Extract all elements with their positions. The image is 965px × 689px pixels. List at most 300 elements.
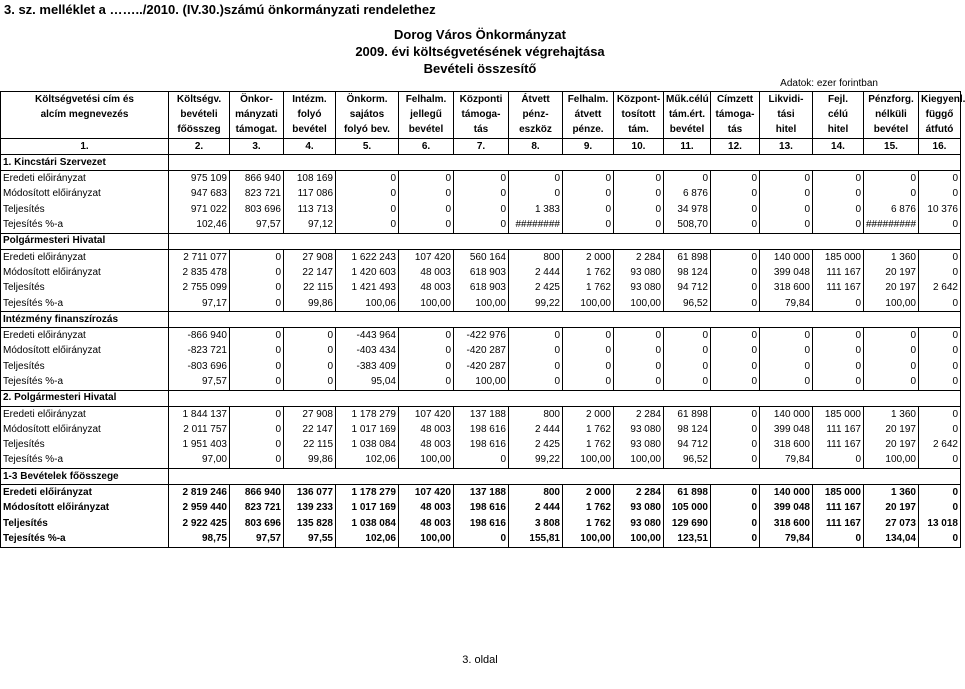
empty-cell bbox=[614, 155, 664, 171]
value-cell: 100,00 bbox=[399, 453, 454, 469]
value-cell: 96,52 bbox=[664, 453, 711, 469]
header-cell: nélküli bbox=[864, 107, 919, 122]
column-number: 2. bbox=[169, 138, 230, 154]
header-cell: folyó bbox=[284, 107, 336, 122]
value-cell: 0 bbox=[399, 202, 454, 217]
value-cell: 94 712 bbox=[664, 438, 711, 453]
header-cell: tám. bbox=[614, 123, 664, 139]
header-cell: főösszeg bbox=[169, 123, 230, 139]
value-cell: 0 bbox=[813, 344, 864, 359]
empty-cell bbox=[760, 469, 813, 485]
value-cell: 0 bbox=[509, 328, 563, 344]
value-cell: 0 bbox=[711, 406, 760, 422]
value-cell: 129 690 bbox=[664, 516, 711, 531]
value-cell: 0 bbox=[230, 374, 284, 390]
empty-cell bbox=[509, 469, 563, 485]
header-cell: pénze. bbox=[563, 123, 614, 139]
column-number: 7. bbox=[454, 138, 509, 154]
table-row bbox=[1, 422, 961, 437]
value-cell: 318 600 bbox=[760, 438, 813, 453]
empty-cell bbox=[509, 312, 563, 328]
value-cell: 2 284 bbox=[614, 249, 664, 265]
value-cell: 0 bbox=[711, 202, 760, 217]
value-cell: 508,70 bbox=[664, 217, 711, 233]
value-cell: 97,57 bbox=[230, 217, 284, 233]
value-cell: 99,22 bbox=[509, 453, 563, 469]
header-cell: Önkor- bbox=[230, 92, 284, 108]
empty-cell bbox=[813, 469, 864, 485]
value-cell: 27 908 bbox=[284, 249, 336, 265]
row-label: Tejesítés %-a bbox=[1, 217, 169, 233]
value-cell: 2 284 bbox=[614, 485, 664, 501]
column-number: 16. bbox=[919, 138, 961, 154]
header-cell: bevétel bbox=[864, 123, 919, 139]
value-cell: ######### bbox=[864, 217, 919, 233]
value-cell: 2 444 bbox=[509, 265, 563, 280]
value-cell: 0 bbox=[813, 187, 864, 202]
value-cell: 48 003 bbox=[399, 265, 454, 280]
value-cell: 1 762 bbox=[563, 516, 614, 531]
header-cell: bevételi bbox=[169, 107, 230, 122]
value-cell: -803 696 bbox=[169, 359, 230, 374]
value-cell: 0 bbox=[919, 485, 961, 501]
table-row bbox=[1, 453, 961, 469]
column-number: 13. bbox=[760, 138, 813, 154]
value-cell: 93 080 bbox=[614, 281, 664, 296]
empty-cell bbox=[919, 233, 961, 249]
value-cell: 0 bbox=[230, 359, 284, 374]
value-cell: 2 711 077 bbox=[169, 249, 230, 265]
column-number: 12. bbox=[711, 138, 760, 154]
section-row bbox=[1, 469, 961, 485]
empty-cell bbox=[169, 469, 230, 485]
empty-cell bbox=[563, 312, 614, 328]
empty-cell bbox=[711, 312, 760, 328]
section-label: Polgármesteri Hivatal bbox=[1, 233, 169, 249]
value-cell: 0 bbox=[230, 328, 284, 344]
value-cell: 399 048 bbox=[760, 422, 813, 437]
section-row bbox=[1, 155, 961, 171]
table-row bbox=[1, 171, 961, 187]
value-cell: 0 bbox=[711, 359, 760, 374]
header-row bbox=[1, 92, 961, 108]
value-cell: 100,00 bbox=[864, 296, 919, 312]
value-cell: -420 287 bbox=[454, 359, 509, 374]
value-cell: 0 bbox=[664, 359, 711, 374]
value-cell: -422 976 bbox=[454, 328, 509, 344]
value-cell: 0 bbox=[399, 359, 454, 374]
value-cell: 0 bbox=[230, 296, 284, 312]
value-cell: 2 755 099 bbox=[169, 281, 230, 296]
value-cell: 0 bbox=[230, 438, 284, 453]
empty-cell bbox=[864, 390, 919, 406]
empty-cell bbox=[919, 155, 961, 171]
empty-cell bbox=[614, 312, 664, 328]
report-title: Bevételi összesítő bbox=[423, 61, 537, 76]
value-cell: -383 409 bbox=[336, 359, 399, 374]
empty-cell bbox=[336, 155, 399, 171]
value-cell: 0 bbox=[919, 249, 961, 265]
document-title: 3. sz. melléklet a ……../2010. (IV.30.)számú önkormányzati rendelethez bbox=[4, 2, 436, 17]
section-label: Intézmény finanszírozás bbox=[1, 312, 169, 328]
value-cell: 135 828 bbox=[284, 516, 336, 531]
value-cell: 2 444 bbox=[509, 422, 563, 437]
table-row bbox=[1, 406, 961, 422]
row-label: Eredeti előirányzat bbox=[1, 406, 169, 422]
value-cell: 27 908 bbox=[284, 406, 336, 422]
value-cell: 0 bbox=[919, 344, 961, 359]
value-cell: 1 762 bbox=[563, 422, 614, 437]
value-cell: 97,57 bbox=[169, 374, 230, 390]
value-cell: 0 bbox=[864, 374, 919, 390]
value-cell: 22 115 bbox=[284, 281, 336, 296]
header-cell: tási bbox=[760, 107, 813, 122]
value-cell: 3 808 bbox=[509, 516, 563, 531]
row-label: Módosított előirányzat bbox=[1, 187, 169, 202]
value-cell: 10 376 bbox=[919, 202, 961, 217]
value-cell: 823 721 bbox=[230, 501, 284, 516]
table-row bbox=[1, 249, 961, 265]
header-cell-title: Költségvetési cím és bbox=[1, 92, 169, 108]
table-row bbox=[1, 187, 961, 202]
value-cell: 139 233 bbox=[284, 501, 336, 516]
value-cell: 13 018 bbox=[919, 516, 961, 531]
value-cell: 20 197 bbox=[864, 265, 919, 280]
value-cell: 0 bbox=[864, 187, 919, 202]
empty-cell bbox=[760, 312, 813, 328]
empty-cell bbox=[399, 155, 454, 171]
header-cell: támogat. bbox=[230, 123, 284, 139]
value-cell: 1 178 279 bbox=[336, 485, 399, 501]
value-cell: 2 011 757 bbox=[169, 422, 230, 437]
value-cell: 2 819 246 bbox=[169, 485, 230, 501]
value-cell: 0 bbox=[760, 187, 813, 202]
empty-cell bbox=[563, 469, 614, 485]
value-cell: 111 167 bbox=[813, 281, 864, 296]
value-cell: 0 bbox=[711, 344, 760, 359]
value-cell: 0 bbox=[230, 344, 284, 359]
header-cell: Likvidi- bbox=[760, 92, 813, 108]
value-cell: 94 712 bbox=[664, 281, 711, 296]
value-cell: 100,00 bbox=[454, 296, 509, 312]
value-cell: 0 bbox=[813, 374, 864, 390]
value-cell: 2 425 bbox=[509, 438, 563, 453]
empty-cell bbox=[813, 312, 864, 328]
empty-cell bbox=[509, 390, 563, 406]
header-cell: eszköz bbox=[509, 123, 563, 139]
empty-cell bbox=[509, 155, 563, 171]
empty-cell bbox=[454, 390, 509, 406]
column-number: 15. bbox=[864, 138, 919, 154]
value-cell: 0 bbox=[614, 359, 664, 374]
value-cell: 137 188 bbox=[454, 485, 509, 501]
empty-cell bbox=[813, 155, 864, 171]
value-cell: 0 bbox=[813, 531, 864, 547]
empty-cell bbox=[563, 233, 614, 249]
value-cell: 1 762 bbox=[563, 265, 614, 280]
value-cell: 99,22 bbox=[509, 296, 563, 312]
empty-cell bbox=[230, 155, 284, 171]
value-cell: 79,84 bbox=[760, 531, 813, 547]
column-number: 9. bbox=[563, 138, 614, 154]
value-cell: -443 964 bbox=[336, 328, 399, 344]
value-cell: 96,52 bbox=[664, 296, 711, 312]
value-cell: 111 167 bbox=[813, 438, 864, 453]
section-row bbox=[1, 233, 961, 249]
value-cell: 98,75 bbox=[169, 531, 230, 547]
value-cell: 866 940 bbox=[230, 171, 284, 187]
header-cell: Átvett bbox=[509, 92, 563, 108]
header-cell: Címzett bbox=[711, 92, 760, 108]
empty-cell bbox=[919, 390, 961, 406]
value-cell: 0 bbox=[864, 359, 919, 374]
value-cell: 0 bbox=[509, 187, 563, 202]
value-cell: 2 000 bbox=[563, 406, 614, 422]
empty-cell bbox=[919, 469, 961, 485]
empty-cell bbox=[509, 233, 563, 249]
value-cell: 20 197 bbox=[864, 281, 919, 296]
header-cell: Központ- bbox=[614, 92, 664, 108]
value-cell: 0 bbox=[711, 485, 760, 501]
value-cell: 48 003 bbox=[399, 516, 454, 531]
empty-cell bbox=[399, 312, 454, 328]
header-cell-title: alcím megnevezés bbox=[1, 107, 169, 122]
value-cell: 198 616 bbox=[454, 422, 509, 437]
empty-cell bbox=[664, 390, 711, 406]
value-cell: 0 bbox=[664, 374, 711, 390]
value-cell: 803 696 bbox=[230, 202, 284, 217]
empty-cell bbox=[711, 233, 760, 249]
value-cell: 0 bbox=[614, 344, 664, 359]
value-cell: 318 600 bbox=[760, 516, 813, 531]
value-cell: 61 898 bbox=[664, 406, 711, 422]
column-number: 4. bbox=[284, 138, 336, 154]
value-cell: 0 bbox=[614, 217, 664, 233]
value-cell: 93 080 bbox=[614, 516, 664, 531]
empty-cell bbox=[864, 155, 919, 171]
header-cell: támoga- bbox=[454, 107, 509, 122]
column-number: 8. bbox=[509, 138, 563, 154]
value-cell: 2 444 bbox=[509, 501, 563, 516]
value-cell: 399 048 bbox=[760, 501, 813, 516]
empty-cell bbox=[284, 233, 336, 249]
row-label: Tejesítés %-a bbox=[1, 374, 169, 390]
value-cell: -403 434 bbox=[336, 344, 399, 359]
value-cell: 0 bbox=[563, 344, 614, 359]
value-cell: 0 bbox=[454, 453, 509, 469]
header-cell: tosított bbox=[614, 107, 664, 122]
value-cell: 93 080 bbox=[614, 501, 664, 516]
value-cell: 20 197 bbox=[864, 501, 919, 516]
value-cell: 100,00 bbox=[563, 296, 614, 312]
value-cell: 0 bbox=[563, 328, 614, 344]
value-cell: 48 003 bbox=[399, 438, 454, 453]
value-cell: 2 922 425 bbox=[169, 516, 230, 531]
row-label: Módosított előirányzat bbox=[1, 501, 169, 516]
empty-cell bbox=[711, 469, 760, 485]
empty-cell bbox=[284, 469, 336, 485]
value-cell: 0 bbox=[336, 202, 399, 217]
column-number: 1. bbox=[1, 138, 169, 154]
column-number: 5. bbox=[336, 138, 399, 154]
value-cell: 79,84 bbox=[760, 453, 813, 469]
value-cell: 140 000 bbox=[760, 485, 813, 501]
value-cell: 0 bbox=[919, 422, 961, 437]
empty-cell bbox=[919, 312, 961, 328]
empty-cell bbox=[169, 233, 230, 249]
value-cell: 975 109 bbox=[169, 171, 230, 187]
value-cell: 1 420 603 bbox=[336, 265, 399, 280]
value-cell: 6 876 bbox=[664, 187, 711, 202]
value-cell: 0 bbox=[454, 171, 509, 187]
value-cell: 0 bbox=[813, 453, 864, 469]
value-cell: 0 bbox=[230, 281, 284, 296]
value-cell: 0 bbox=[919, 171, 961, 187]
empty-cell bbox=[563, 155, 614, 171]
value-cell: 100,00 bbox=[614, 296, 664, 312]
empty-cell bbox=[760, 390, 813, 406]
value-cell: 2 425 bbox=[509, 281, 563, 296]
value-cell: 27 073 bbox=[864, 516, 919, 531]
empty-cell bbox=[169, 390, 230, 406]
value-cell: 97,17 bbox=[169, 296, 230, 312]
value-cell: 0 bbox=[230, 406, 284, 422]
value-cell: 0 bbox=[336, 187, 399, 202]
value-cell: 0 bbox=[230, 265, 284, 280]
value-cell: 0 bbox=[454, 531, 509, 547]
value-cell: 1 762 bbox=[563, 281, 614, 296]
empty-cell bbox=[664, 155, 711, 171]
value-cell: 2 835 478 bbox=[169, 265, 230, 280]
value-cell: 800 bbox=[509, 406, 563, 422]
header-cell: Fejl. bbox=[813, 92, 864, 108]
header-cell: Intézm. bbox=[284, 92, 336, 108]
empty-cell bbox=[614, 469, 664, 485]
value-cell: 107 420 bbox=[399, 249, 454, 265]
header-cell: Felhalm. bbox=[563, 92, 614, 108]
value-cell: 100,00 bbox=[399, 296, 454, 312]
value-cell: 107 420 bbox=[399, 406, 454, 422]
header-cell: függő bbox=[919, 107, 961, 122]
header-cell: sajátos bbox=[336, 107, 399, 122]
value-cell: 0 bbox=[614, 202, 664, 217]
value-cell: -420 287 bbox=[454, 344, 509, 359]
value-cell: 100,00 bbox=[864, 453, 919, 469]
value-cell: 0 bbox=[864, 328, 919, 344]
header-cell: mányzati bbox=[230, 107, 284, 122]
value-cell: 0 bbox=[760, 374, 813, 390]
value-cell: 0 bbox=[614, 374, 664, 390]
value-cell: 318 600 bbox=[760, 281, 813, 296]
value-cell: 0 bbox=[664, 344, 711, 359]
value-cell: 22 147 bbox=[284, 422, 336, 437]
value-cell: 198 616 bbox=[454, 516, 509, 531]
row-label: Módosított előirányzat bbox=[1, 265, 169, 280]
value-cell: 1 360 bbox=[864, 485, 919, 501]
value-cell: -823 721 bbox=[169, 344, 230, 359]
value-cell: 0 bbox=[760, 202, 813, 217]
value-cell: 1 762 bbox=[563, 438, 614, 453]
value-cell: 0 bbox=[711, 422, 760, 437]
table-row bbox=[1, 344, 961, 359]
empty-cell bbox=[563, 390, 614, 406]
value-cell: 0 bbox=[711, 438, 760, 453]
value-cell: 947 683 bbox=[169, 187, 230, 202]
empty-cell bbox=[813, 233, 864, 249]
table-row bbox=[1, 359, 961, 374]
value-cell: ######## bbox=[509, 217, 563, 233]
organization-name: Dorog Város Önkormányzat bbox=[394, 27, 566, 42]
row-label: Teljesítés bbox=[1, 202, 169, 217]
value-cell: 0 bbox=[711, 296, 760, 312]
value-cell: 0 bbox=[284, 344, 336, 359]
value-cell: 0 bbox=[509, 344, 563, 359]
value-cell: 0 bbox=[711, 374, 760, 390]
header-cell: átvett bbox=[563, 107, 614, 122]
row-label: Tejesítés %-a bbox=[1, 296, 169, 312]
value-cell: 6 876 bbox=[864, 202, 919, 217]
value-cell: 0 bbox=[813, 171, 864, 187]
value-cell: 866 940 bbox=[230, 485, 284, 501]
column-number-row bbox=[1, 138, 961, 154]
value-cell: 79,84 bbox=[760, 296, 813, 312]
empty-cell bbox=[399, 233, 454, 249]
empty-cell bbox=[169, 312, 230, 328]
value-cell: 0 bbox=[813, 328, 864, 344]
value-cell: 0 bbox=[919, 187, 961, 202]
value-cell: 105 000 bbox=[664, 501, 711, 516]
value-cell: 0 bbox=[399, 217, 454, 233]
value-cell: 185 000 bbox=[813, 406, 864, 422]
table-row bbox=[1, 217, 961, 233]
value-cell: 93 080 bbox=[614, 422, 664, 437]
header-cell: hitel bbox=[760, 123, 813, 139]
table-row bbox=[1, 296, 961, 312]
value-cell: 111 167 bbox=[813, 265, 864, 280]
value-cell: 185 000 bbox=[813, 485, 864, 501]
header-cell: támoga- bbox=[711, 107, 760, 122]
value-cell: 2 000 bbox=[563, 249, 614, 265]
value-cell: 0 bbox=[919, 359, 961, 374]
row-label: Teljesítés bbox=[1, 516, 169, 531]
value-cell: 0 bbox=[563, 202, 614, 217]
value-cell: 0 bbox=[711, 328, 760, 344]
value-cell: 0 bbox=[563, 217, 614, 233]
value-cell: 0 bbox=[399, 328, 454, 344]
value-cell: 971 022 bbox=[169, 202, 230, 217]
row-label: Tejesítés %-a bbox=[1, 531, 169, 547]
value-cell: 0 bbox=[230, 249, 284, 265]
value-cell: 1 844 137 bbox=[169, 406, 230, 422]
value-cell: 1 762 bbox=[563, 501, 614, 516]
value-cell: 0 bbox=[614, 171, 664, 187]
value-cell: 100,00 bbox=[614, 453, 664, 469]
value-cell: 0 bbox=[711, 187, 760, 202]
empty-cell bbox=[399, 390, 454, 406]
header-cell: bevétel bbox=[664, 123, 711, 139]
header-cell: tás bbox=[454, 123, 509, 139]
value-cell: 48 003 bbox=[399, 281, 454, 296]
value-cell: 0 bbox=[711, 217, 760, 233]
value-cell: 0 bbox=[864, 171, 919, 187]
value-cell: 0 bbox=[711, 265, 760, 280]
section-row bbox=[1, 312, 961, 328]
empty-cell bbox=[864, 233, 919, 249]
row-label: Eredeti előirányzat bbox=[1, 328, 169, 344]
value-cell: 22 115 bbox=[284, 438, 336, 453]
value-cell: 0 bbox=[711, 249, 760, 265]
value-cell: 0 bbox=[919, 406, 961, 422]
